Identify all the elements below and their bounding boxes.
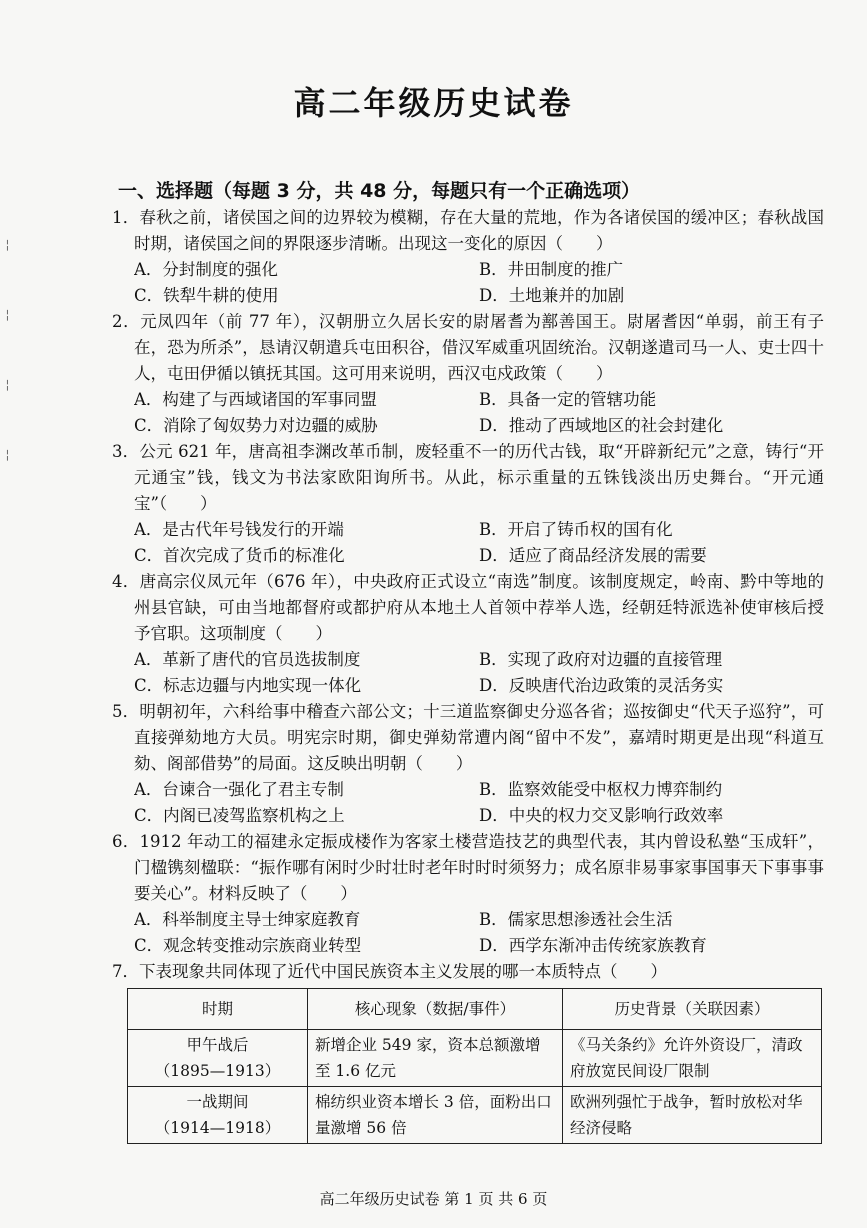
question-stem: 7．下表现象共同体现了近代中国民族资本主义发展的哪一本质特点（ ）	[112, 962, 667, 981]
option-b: B．开启了铸币权的国有化	[479, 520, 673, 539]
table-row	[128, 1087, 822, 1144]
option-d: D．土地兼并的加剧	[479, 286, 625, 305]
question-stem: 3．公元 621 年，唐高祖李渊改革币制，废轻重不一的历代古钱，取“开辟新纪元”之意，铸行“开元通宝”钱，钱文为书法家欧阳询所书。从此，标示重量的五铢钱淡出历史舞台。“开元通宝”（ ）	[112, 442, 824, 513]
binding-margin-marks: ╎ ╎ ╎ ╎	[4, 239, 11, 462]
option-b: B．监察效能受中枢权力博弈制约	[479, 780, 723, 799]
table-header: 核心现象（数据/事件）	[308, 989, 563, 1030]
option-d: D．推动了西域地区的社会封建化	[479, 416, 724, 435]
table-cell: 《马关条约》允许外资设厂，清政府放宽民间设厂限制	[563, 1030, 822, 1087]
option-c: C．消除了匈奴势力对边疆的威胁	[134, 416, 378, 435]
option-a: A．构建了与西域诸国的军事同盟	[134, 390, 377, 409]
option-d: D．中央的权力交叉影响行政效率	[479, 806, 724, 825]
table-cell: 新增企业 549 家，资本总额激增至 1.6 亿元	[308, 1030, 563, 1087]
table-cell: 甲午战后 （1895—1913）	[128, 1030, 308, 1087]
table-header-row	[128, 989, 822, 1030]
question-7-table	[127, 988, 822, 1144]
table-cell: 欧洲列强忙于战争，暂时放松对华经济侵略	[563, 1087, 822, 1144]
option-b: B．实现了政府对边疆的直接管理	[479, 650, 723, 669]
table-cell: 棉纺织业资本增长 3 倍，面粉出口量激增 56 倍	[308, 1087, 563, 1144]
question-6	[112, 829, 824, 959]
page-footer: 高二年级历史试卷 第 1 页 共 6 页	[319, 1190, 548, 1208]
option-a: A．台谏合一强化了君主专制	[134, 780, 344, 799]
question-stem: 5．明朝初年，六科给事中稽查六部公文；十三道监察御史分巡各省；巡按御史“代天子巡狩”，可直接弹劾地方大员。明宪宗时期，御史弹劾常遭内阁“留中不发”，嘉靖时期更是出现“科道互劾、阁部借势”的局面。这反映出明朝（ ）	[112, 702, 824, 773]
option-d: D．西学东渐冲击传统家族教育	[479, 936, 707, 955]
option-a: A．革新了唐代的官员选拔制度	[134, 650, 361, 669]
option-b: B．具备一定的管辖功能	[479, 390, 657, 409]
option-b: B．井田制度的推广	[479, 260, 624, 279]
section-heading: 一、选择题（每题 3 分，共 48 分，每题只有一个正确选项）	[118, 180, 641, 202]
question-2	[112, 309, 824, 439]
question-3	[112, 439, 824, 569]
option-d: D．反映唐代治边政策的灵活务实	[479, 676, 724, 695]
question-stem: 6．1912 年动工的福建永定振成楼作为客家土楼营造技艺的典型代表，其内曾设私塾“玉成轩”，门楹镌刻楹联：“振作哪有闲时少时壮时老年时时时须努力；成名原非易事家事国事天下事事事要关心”。材料反映了（ ）	[112, 832, 824, 903]
option-a: A．是古代年号钱发行的开端	[134, 520, 344, 539]
option-d: D．适应了商品经济发展的需要	[479, 546, 707, 565]
option-c: C．标志边疆与内地实现一体化	[134, 676, 362, 695]
option-b: B．儒家思想渗透社会生活	[479, 910, 673, 929]
option-c: C．首次完成了货币的标准化	[134, 546, 345, 565]
question-7	[112, 959, 824, 985]
page-title: 高二年级历史试卷	[293, 84, 574, 122]
option-c: C．铁犁牛耕的使用	[134, 286, 279, 305]
table-cell: 一战期间 （1914—1918）	[128, 1087, 308, 1144]
question-stem: 1．春秋之前，诸侯国之间的边界较为模糊，存在大量的荒地，作为各诸侯国的缓冲区；春秋战国时期，诸侯国之间的界限逐步清晰。出现这一变化的原因（ ）	[112, 208, 824, 253]
question-stem: 2．元凤四年（前 77 年），汉朝册立久居长安的尉屠耆为鄯善国王。尉屠耆因“单弱，前王有子在，恐为所杀”，恳请汉朝遣兵屯田积谷，借汉军威重巩固统治。汉朝遂遣司马一人、吏士四十人，屯田伊循以镇抚其国。这可用来说明，西汉屯戍政策（ ）	[112, 312, 824, 383]
question-1	[112, 205, 824, 309]
table-row	[128, 1030, 822, 1087]
table-header: 时期	[128, 989, 308, 1030]
question-4	[112, 569, 824, 699]
option-a: A．科举制度主导士绅家庭教育	[134, 910, 361, 929]
table-header: 历史背景（关联因素）	[563, 989, 822, 1030]
option-a: A．分封制度的强化	[134, 260, 278, 279]
question-5	[112, 699, 824, 829]
option-c: C．内阁已凌驾监察机构之上	[134, 806, 345, 825]
question-stem: 4．唐高宗仪凤元年（676 年），中央政府正式设立“南选”制度。该制度规定，岭南、黔中等地的州县官缺，可由当地都督府或都护府从本地土人首领中荐举人选，经朝廷特派选补使审核后授予官职。这项制度（ ）	[112, 572, 824, 643]
option-c: C．观念转变推动宗族商业转型	[134, 936, 362, 955]
